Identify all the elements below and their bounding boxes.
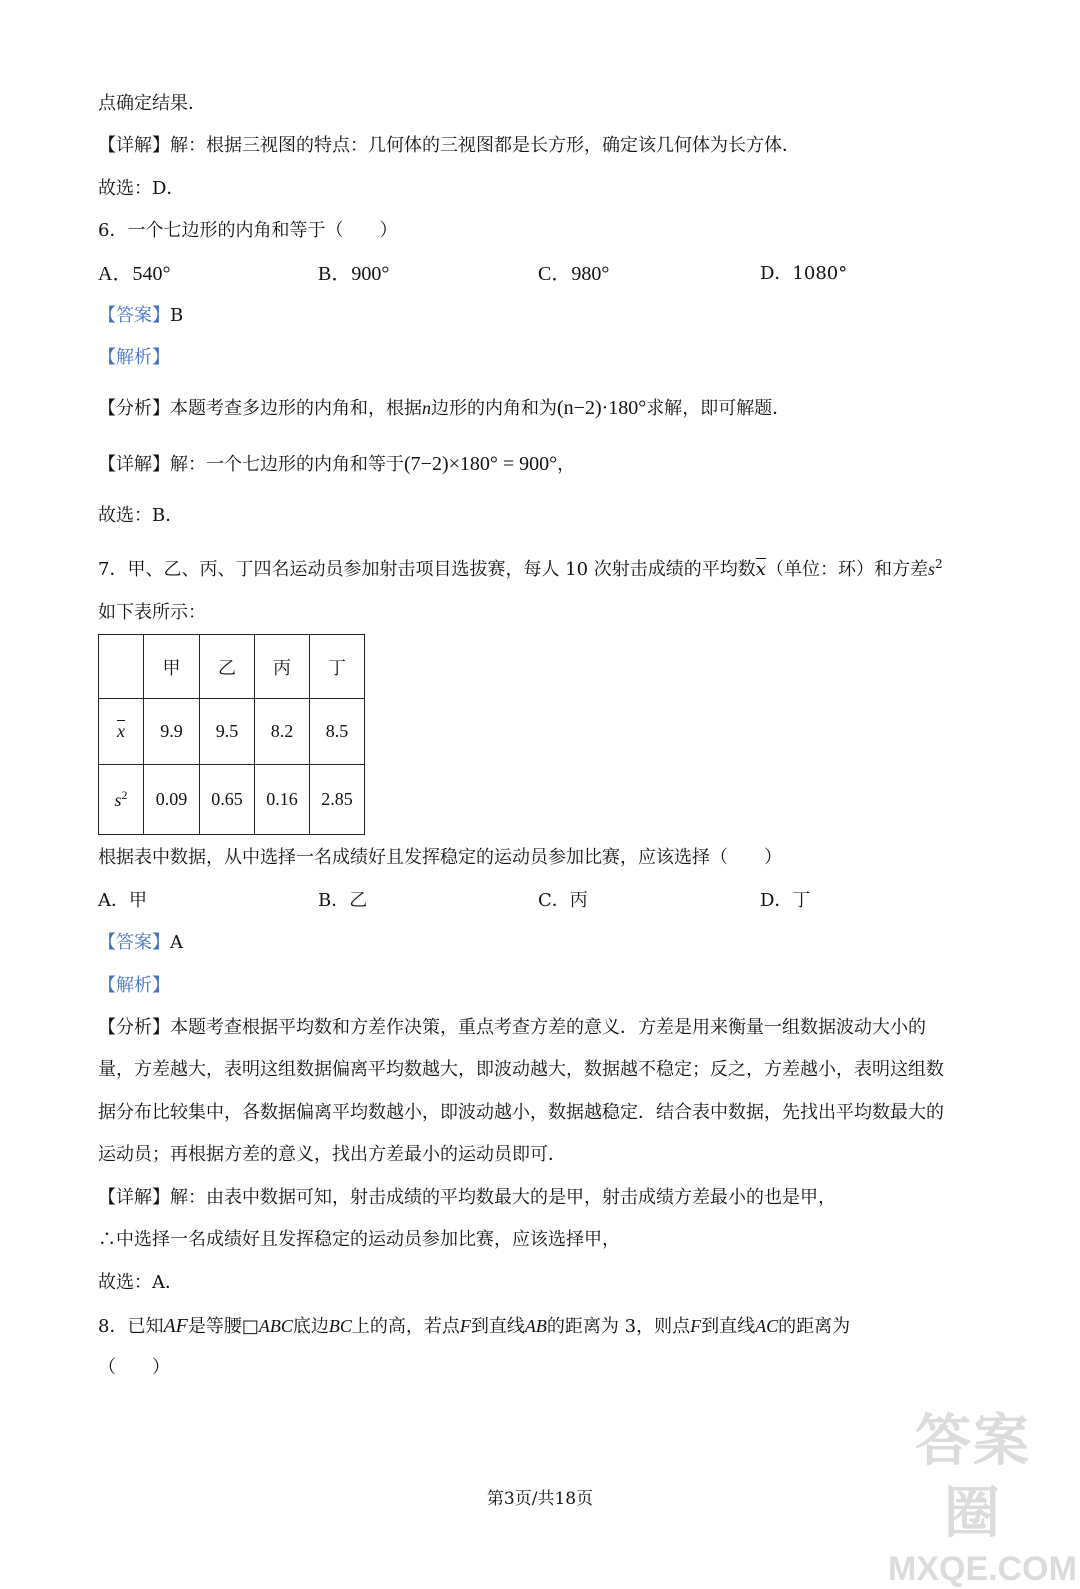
analysis-text: 求解，即可解题． <box>646 398 791 419</box>
question-text: 到直线 <box>470 1316 525 1337</box>
text-line: 故选：D． <box>98 178 185 199</box>
watermark-logo <box>888 1405 1077 1588</box>
detail-line <box>98 1186 836 1210</box>
option-a: A．540° <box>98 263 171 285</box>
table-cell: 9.5 <box>200 699 255 765</box>
math-AB: AB <box>524 1316 547 1336</box>
analysis-text: 本题考查根据平均数和方差作决策，重点考查方差的意义．方差是用来衡量一组数据波动大小的 <box>170 1017 926 1038</box>
question-text: 是等腰 <box>187 1316 242 1337</box>
analysis-text: 本题考查多边形的内角和，根据 <box>170 398 422 419</box>
page-footer: 第3页/共18页 <box>486 1489 594 1509</box>
choice-line: 故选：A． <box>98 1272 183 1293</box>
question-text: 底边 <box>292 1316 329 1337</box>
math-AC: AC <box>755 1316 779 1336</box>
analysis-tag: 【解析】 <box>98 975 170 996</box>
detail-text: 解：一个七边形的内角和等于 <box>170 454 404 475</box>
question-text: 的距离为 3，则点 <box>546 1316 691 1337</box>
detail-tag: 【详解】 <box>98 135 170 156</box>
question-text: 如下表所示： <box>98 602 206 623</box>
question-text: （单位：环）和方差 <box>765 559 928 580</box>
table-cell: 0.65 <box>200 765 255 835</box>
math-F: F <box>459 1316 471 1336</box>
table-cell <box>99 635 144 699</box>
answer-value: B <box>170 305 184 326</box>
score-table <box>98 634 365 835</box>
math-ABC: ABC <box>258 1316 293 1336</box>
analysis-tag: 【解析】 <box>98 347 170 368</box>
detail-text: 解：根据三视图的特点：几何体的三视图都是长方形，确定该几何体为长方体． <box>170 135 800 156</box>
formula: (n−2)·180° <box>557 397 647 419</box>
question-text: 到直线 <box>701 1316 756 1337</box>
superscript: 2 <box>934 557 943 571</box>
triangle-symbol: □ <box>241 1316 259 1337</box>
math-AF: AF <box>163 1315 188 1337</box>
x-bar-symbol: $\overline{x}$ <box>755 559 766 580</box>
row-label-xbar <box>99 699 144 765</box>
math-F: F <box>690 1316 702 1336</box>
analysis-label: 【分析】 <box>98 1017 170 1038</box>
table-row <box>99 699 365 765</box>
detail-tag: 【详解】 <box>98 454 170 475</box>
analysis-line: 量，方差越大，表明这组数据偏离平均数越大，即波动越大，数据越不稳定；反之，方差越小，表明这组数 <box>98 1059 944 1080</box>
answer-value: A <box>170 932 183 953</box>
superscript: 2 <box>121 788 128 802</box>
analysis-line: 运动员；再根据方差的意义，找出方差最小的运动员即可． <box>98 1144 566 1165</box>
table-cell: 8.2 <box>255 699 310 765</box>
table-header-row <box>99 635 365 699</box>
question-8 <box>98 1314 850 1339</box>
option-d: D．丁 <box>760 890 811 911</box>
answer-line <box>98 931 183 955</box>
analysis-label: 【分析】 <box>98 398 170 419</box>
row-label-s2 <box>99 765 144 835</box>
s-symbol: s <box>927 559 935 579</box>
choice-line: 故选：B． <box>98 505 184 526</box>
table-row <box>99 765 365 835</box>
question-paren: （ ） <box>98 1357 170 1378</box>
answer-tag: 【答案】 <box>98 305 170 326</box>
option-a: A．甲 <box>98 890 147 911</box>
analysis-text: 边形的内角和为 <box>431 398 557 419</box>
table-header: 甲 <box>144 635 200 699</box>
option-d: D．1080° <box>760 263 848 284</box>
analysis-line <box>98 396 790 421</box>
table-header: 丙 <box>255 635 310 699</box>
s-symbol: s <box>114 790 122 810</box>
table-cell: 0.16 <box>255 765 310 835</box>
table-cell: 0.09 <box>144 765 200 835</box>
question-text: 7．甲、乙、丙、丁四名运动员参加射击项目选拔赛，每人 10 次射击成绩的平均数 <box>98 559 756 580</box>
answer-line <box>98 304 183 328</box>
x-bar-symbol: $\overline{x}$ <box>117 721 125 741</box>
question-text: 8．已知 <box>98 1316 164 1337</box>
question-6: 6．一个七边形的内角和等于（ ） <box>98 220 398 241</box>
table-header: 丁 <box>310 635 365 699</box>
option-b: B．乙 <box>318 890 368 911</box>
text-line <box>98 134 800 158</box>
option-c: C．丙 <box>538 890 588 911</box>
detail-text: ， <box>557 454 576 475</box>
formula: (7−2)×180° = 900° <box>404 453 558 475</box>
detail-text: 解：由表中数据可知，射击成绩的平均数最大的是甲，射击成绩方差最小的也是甲， <box>170 1187 836 1208</box>
detail-line: ∴中选择一名成绩好且发挥稳定的运动员参加比赛，应该选择甲， <box>98 1229 620 1250</box>
watermark-top: 答案圈 <box>915 1409 1031 1544</box>
math-n: n <box>422 398 431 418</box>
table-cell: 9.9 <box>144 699 200 765</box>
answer-tag: 【答案】 <box>98 932 170 953</box>
question-7 <box>98 552 943 582</box>
analysis-line <box>98 1016 926 1040</box>
table-cell: 8.5 <box>310 699 365 765</box>
table-cell: 2.85 <box>310 765 365 835</box>
option-b: B．900° <box>318 263 390 285</box>
option-c: C．980° <box>538 263 610 285</box>
detail-tag: 【详解】 <box>98 1187 170 1208</box>
question-text: 根据表中数据，从中选择一名成绩好且发挥稳定的运动员参加比赛，应该选择（ ） <box>98 847 782 868</box>
question-text: 上的高，若点 <box>351 1316 460 1337</box>
analysis-line: 据分布比较集中，各数据偏离平均数越小，即波动越小，数据越稳定．结合表中数据，先找出平均数最大的 <box>98 1102 944 1123</box>
watermark-bottom: MXQE.COM <box>888 1550 1077 1588</box>
question-text: 的距离为 <box>778 1316 851 1337</box>
text-line: 点确定结果． <box>98 93 206 114</box>
table-header: 乙 <box>200 635 255 699</box>
detail-line <box>98 452 575 477</box>
math-BC: BC <box>328 1316 352 1336</box>
